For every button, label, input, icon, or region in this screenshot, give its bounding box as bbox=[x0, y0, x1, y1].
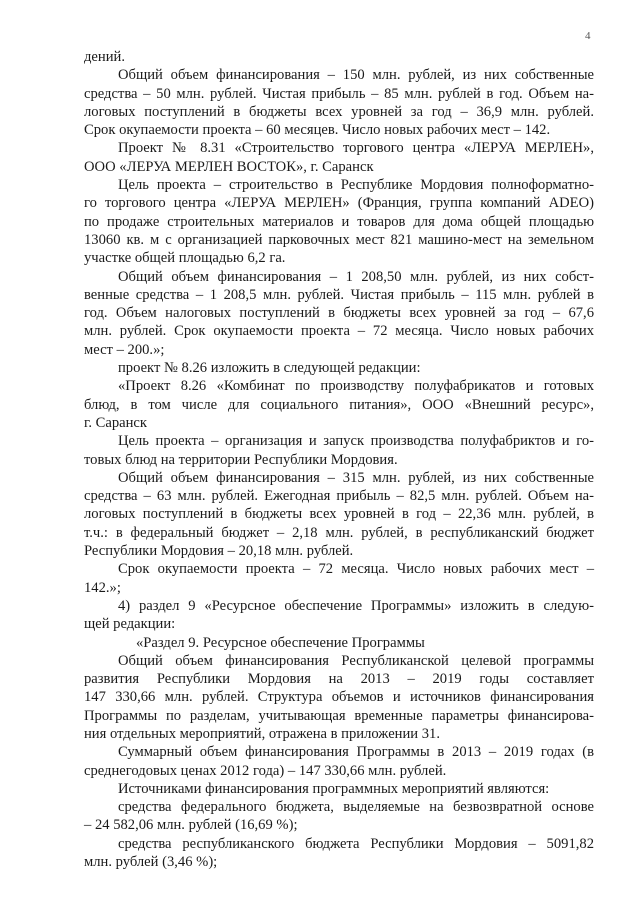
text-line: средства федерального бюджета, выделяемые на безвозвратной основе bbox=[118, 799, 594, 816]
text-line: венные средства – 1 208,5 млн. рублей. Чистая прибыль – 115 млн. рублей в bbox=[84, 286, 594, 303]
text-line: 142.»; bbox=[84, 579, 121, 596]
text-line: г. Саранск bbox=[84, 414, 147, 431]
text-line: Цель проекта – строительство в Республике Мордовия полноформатно- bbox=[118, 177, 594, 194]
text-line: Срок окупаемости проекта – 72 месяца. Число новых рабочих мест – bbox=[118, 561, 594, 578]
text-line: Источниками финансирования программных мероприятий являются: bbox=[118, 780, 550, 797]
text-line: – 24 582,06 млн. рублей (16,69 %); bbox=[84, 817, 298, 834]
document-body bbox=[84, 48, 594, 871]
text-line: Общий объем финансирования – 150 млн. рублей, из них собственные bbox=[118, 67, 594, 84]
text-line: развития Республики Мордовия на 2013 – 2019 годы составляет bbox=[84, 671, 594, 688]
text-line: Республики Мордовия – 20,18 млн. рублей. bbox=[84, 543, 354, 560]
text-line: 13060 кв. м с организацией парковочных мест 821 машино-мест на земельном bbox=[84, 231, 594, 248]
page-number: 4 bbox=[585, 30, 591, 42]
text-line: год. Объем налоговых поступлений в бюджеты всех уровней за год – 67,6 bbox=[84, 305, 594, 322]
text-line: по продаже строительных материалов и товаров для дома общей площадью bbox=[84, 213, 594, 230]
text-line: блюд, в том числе для социального питания», ООО «Внешний ресурс», bbox=[84, 396, 594, 413]
text-line: го торгового центра «ЛЕРУА МЕРЛЕН» (Франция, группа компаний ADEO) bbox=[84, 195, 594, 212]
text-line: средства – 63 млн. рублей. Ежегодная прибыль – 82,5 млн. рублей. Объем на- bbox=[84, 488, 594, 505]
text-line: среднегодовых ценах 2012 года) – 147 330,66 млн. рублей. bbox=[84, 762, 447, 779]
text-line: логовых поступлений в бюджеты всех уровней в год – 22,36 млн. рублей, в bbox=[84, 506, 594, 523]
text-line: логовых поступлений в бюджеты всех уровней за год – 36,9 млн. рублей. bbox=[84, 103, 594, 120]
text-line: млн. рублей (3,46 %); bbox=[84, 854, 218, 871]
text-line: Проект № 8.31 «Строительство торгового центра «ЛЕРУА МЕРЛЕН», bbox=[118, 140, 594, 157]
text-line: дений. bbox=[84, 49, 125, 65]
text-line: средства – 50 млн. рублей. Чистая прибыль – 85 млн. рублей в год. Объем на- bbox=[84, 85, 594, 102]
text-line: средства республиканского бюджета Республики Мордовия – 5091,82 bbox=[118, 835, 594, 852]
text-line: 4) раздел 9 «Ресурсное обеспечение Программы» изложить в следую- bbox=[118, 597, 594, 614]
text-line: т.ч.: в федеральный бюджет – 2,18 млн. рублей, в республиканский бюджет bbox=[84, 524, 594, 541]
text-line: Общий объем финансирования – 1 208,50 млн. рублей, из них собст- bbox=[118, 268, 594, 285]
text-line: товых блюд на территории Республики Мордовия. bbox=[84, 451, 398, 468]
text-line: млн. рублей. Срок окупаемости проекта – 72 месяца. Число новых рабочих bbox=[84, 323, 594, 340]
text-line: ния отдельных мероприятий, отражена в приложении 31. bbox=[84, 725, 441, 742]
text-line: участке общей площадью 6,2 га. bbox=[84, 250, 286, 267]
text-line: Программы по разделам, учитывающая временные параметры финансирова- bbox=[84, 707, 594, 724]
text-line: мест – 200.»; bbox=[84, 341, 165, 358]
section-heading: «Раздел 9. Ресурсное обеспечение Программы bbox=[136, 634, 425, 651]
text-line: 147 330,66 млн. рублей. Структура объемов и источников финансирования bbox=[84, 689, 594, 706]
text-line: Суммарный объем финансирования Программы в 2013 – 2019 годах (в bbox=[118, 744, 594, 761]
text-line: «Проект 8.26 «Комбинат по производству полуфабрикатов и готовых bbox=[118, 378, 594, 395]
text-line: Срок окупаемости проекта – 60 месяцев. Число новых рабочих мест – 142. bbox=[84, 122, 551, 139]
text-line: проект № 8.26 изложить в следующей редакции: bbox=[118, 360, 421, 377]
text-line: Цель проекта – организация и запуск производства полуфабриктов и го- bbox=[118, 433, 594, 450]
text-line: Общий объем финансирования – 315 млн. рублей, из них собственные bbox=[118, 469, 594, 486]
text-line: Общий объем финансирования Республиканской целевой программы bbox=[118, 652, 594, 669]
text-line: щей редакции: bbox=[84, 616, 176, 633]
text-line: ООО «ЛЕРУА МЕРЛЕН ВОСТОК», г. Саранск bbox=[84, 158, 374, 175]
